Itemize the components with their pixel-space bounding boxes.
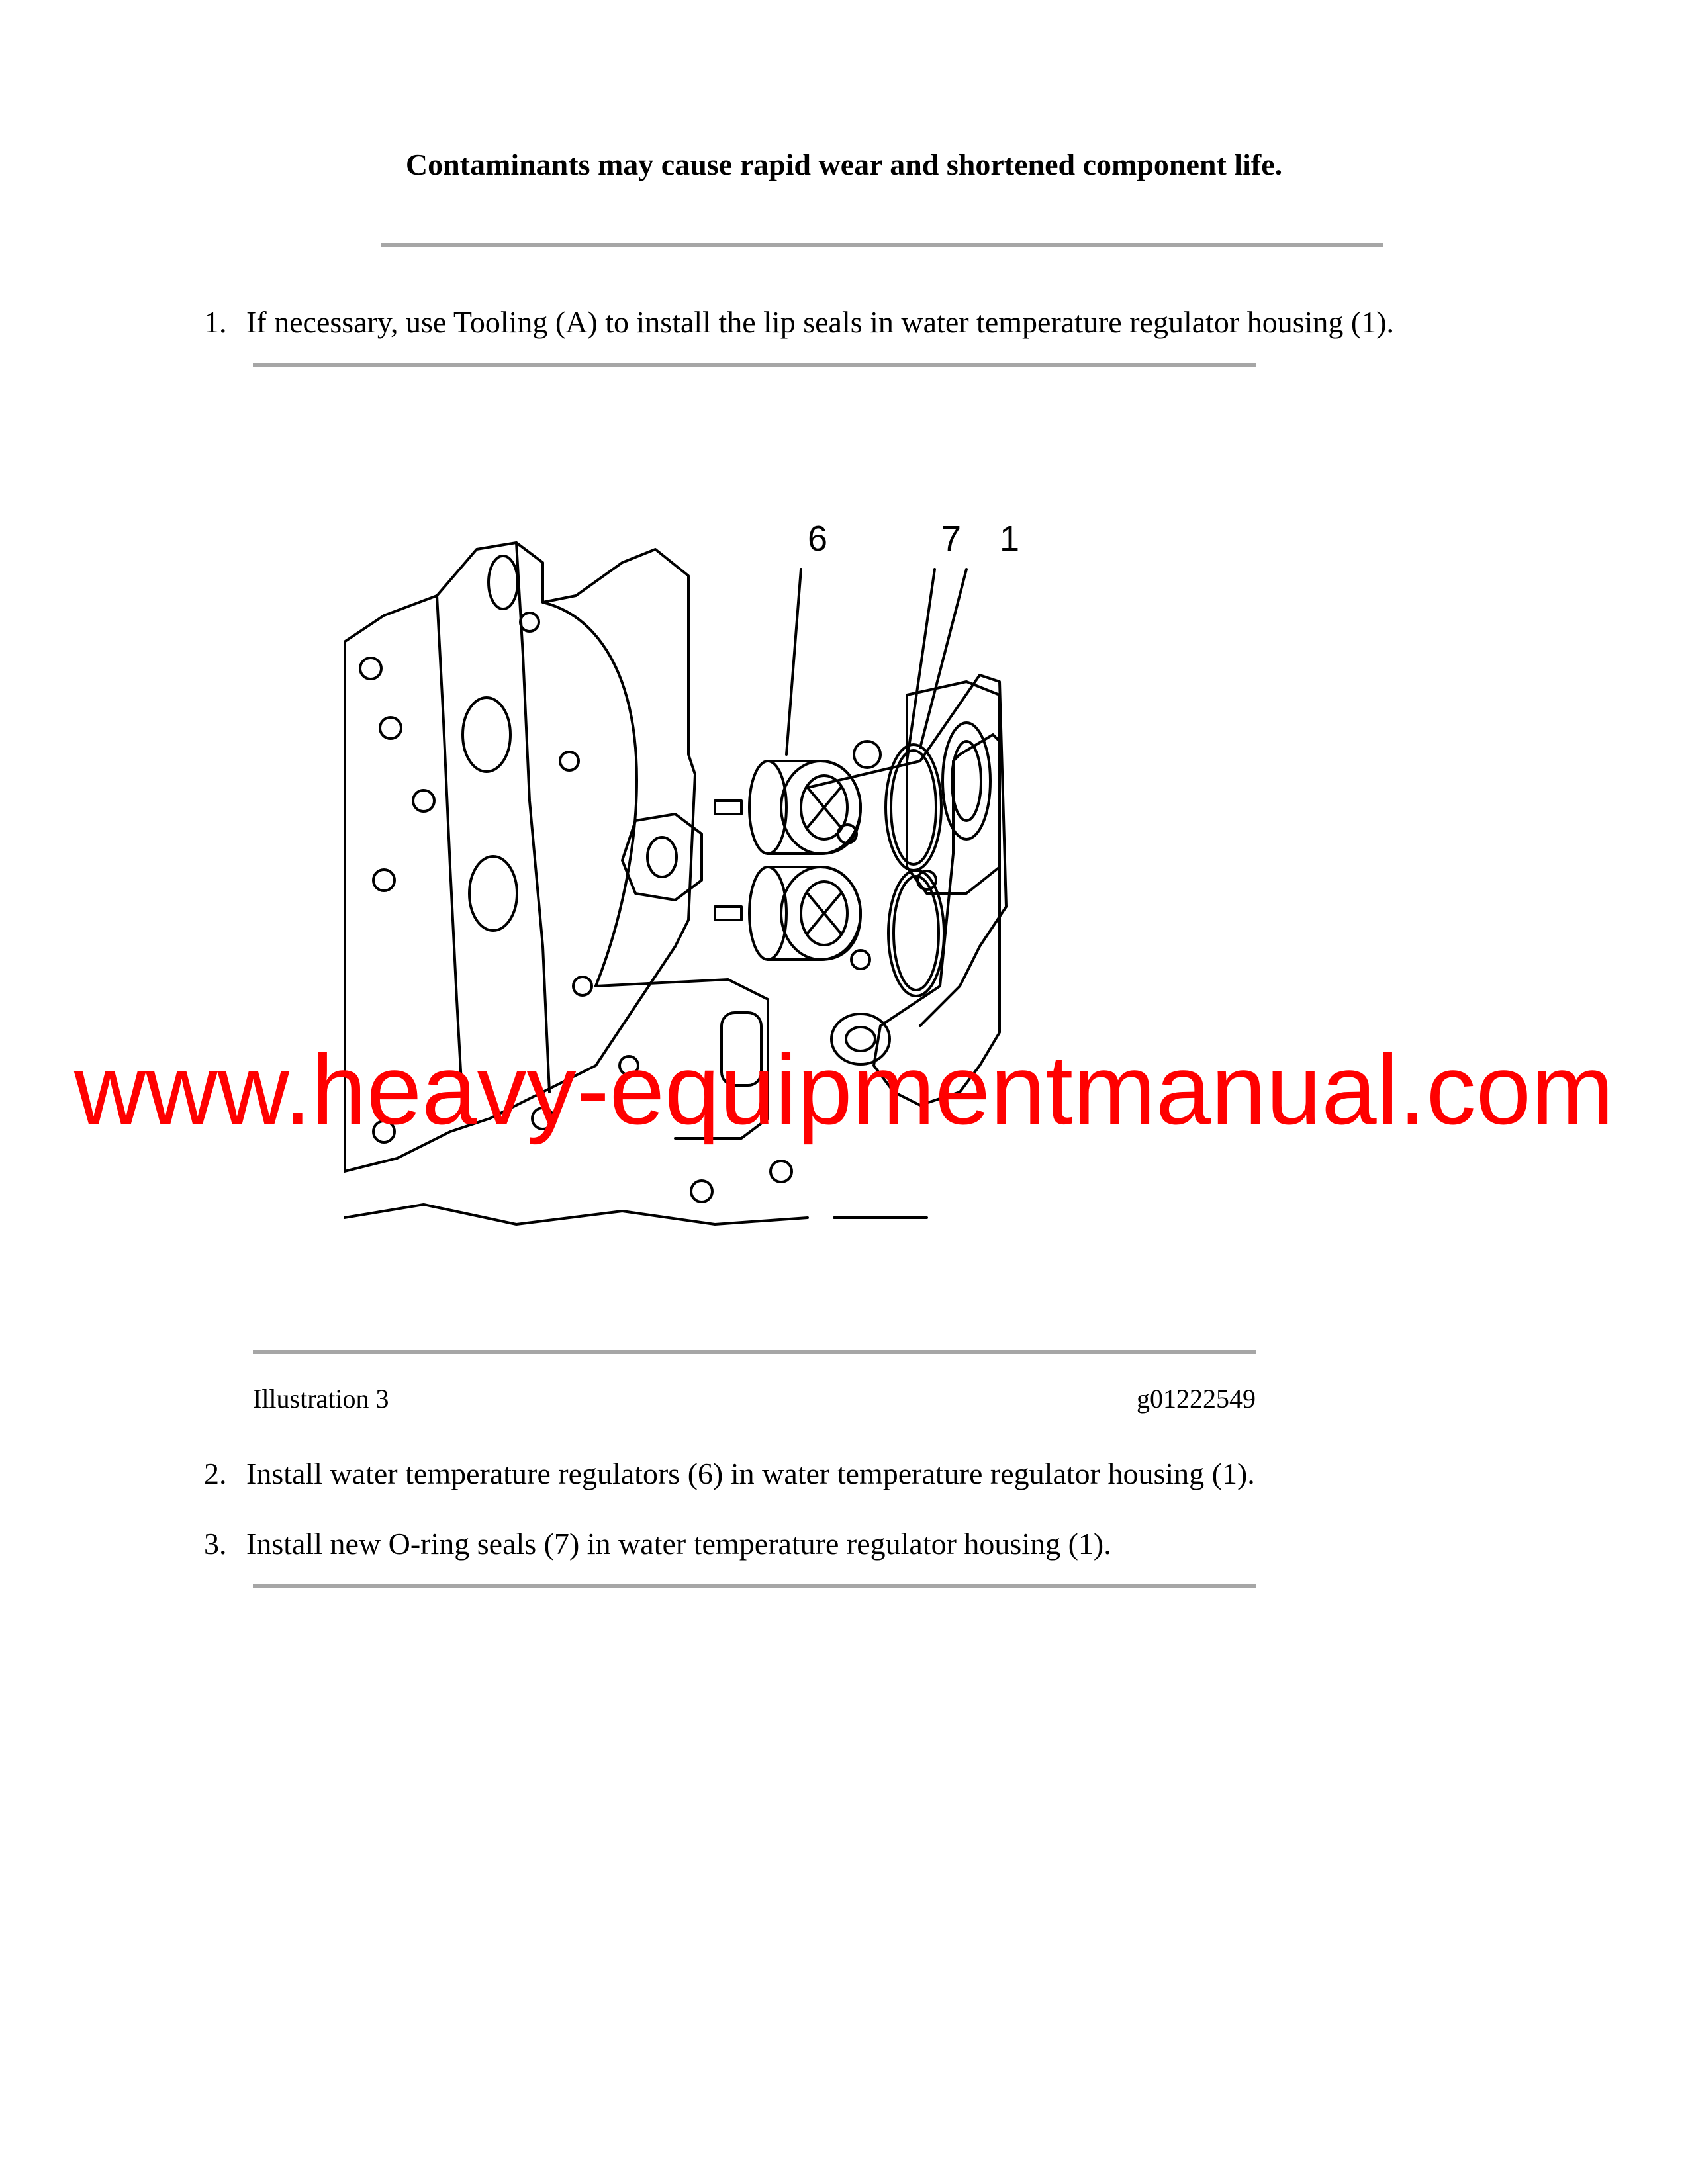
step-number: 2. <box>204 1457 227 1490</box>
callout-6: 6 <box>808 523 828 559</box>
divider <box>253 1584 1256 1588</box>
warning-text: Contaminants may cause rapid wear and shortened component life. <box>405 148 1283 181</box>
step-3 <box>204 1526 1111 1561</box>
divider <box>253 1350 1256 1354</box>
step-1 <box>204 304 1394 340</box>
divider <box>253 363 1256 367</box>
step-number: 3. <box>204 1527 227 1561</box>
illustration-id: g01222549 <box>1137 1384 1256 1414</box>
callout-1: 1 <box>1000 523 1019 559</box>
step-text: If necessary, use Tooling (A) to install the lip seals in water temperature regulator housing (1). <box>246 305 1395 339</box>
illustration-label: Illustration 3 <box>253 1384 389 1414</box>
divider <box>381 243 1383 247</box>
step-number: 1. <box>204 305 227 339</box>
step-text: Install new O-ring seals (7) in water temperature regulator housing (1). <box>246 1527 1111 1561</box>
callout-7: 7 <box>941 523 962 559</box>
step-2 <box>204 1456 1255 1491</box>
watermark: www.heavy-equipmentmanual.com <box>73 1034 1615 1145</box>
step-text: Install water temperature regulators (6) in water temperature regulator housing (1). <box>246 1457 1255 1490</box>
o-ring-seals <box>886 745 944 996</box>
regulator-lower <box>715 867 861 960</box>
